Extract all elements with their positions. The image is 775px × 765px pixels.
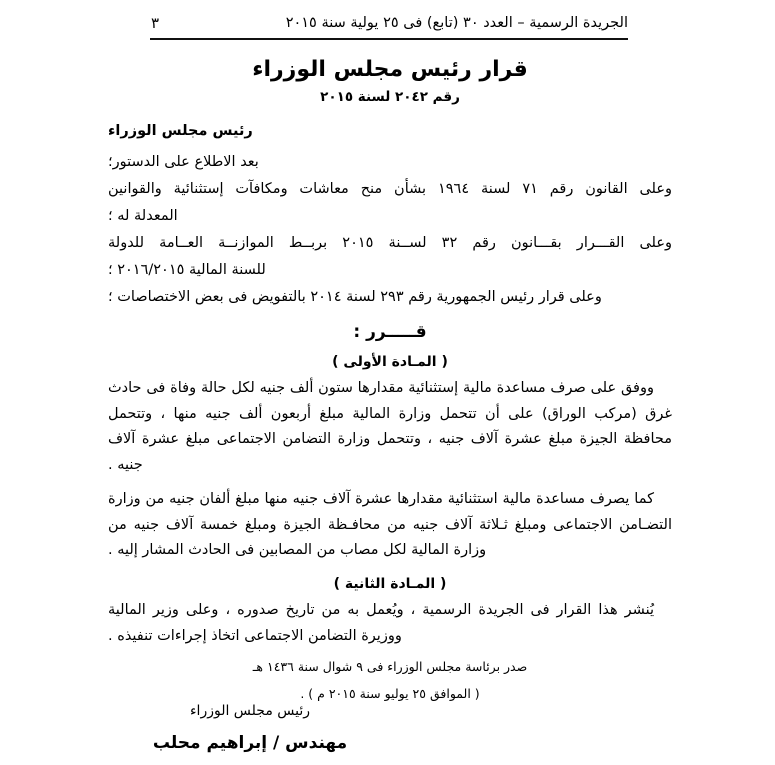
preamble-line: للسنة المالية ٢٠١٦/٢٠١٥ ؛	[108, 261, 266, 278]
decree-title: قرار رئيس مجلس الوزراء	[252, 57, 528, 82]
signatory-name: مهندس / إبراهيم محلب	[152, 732, 348, 753]
decides-label: قـــــرر :	[353, 321, 427, 342]
issue-date-hijri: صدر برئاسة مجلس الوزراء فى ٩ شوال سنة ١٤٣٦ هـ	[252, 658, 528, 674]
issue-date-block	[108, 658, 672, 704]
preamble-section	[108, 150, 672, 310]
preamble-line: وعلى قرار رئيس الجمهورية رقم ٢٩٣ لسنة ٢٠١٤ بالتفويض فى بعض الاختصاصات ؛	[108, 288, 602, 305]
article-two-paragraph: يُنشر هذا القرار فى الجريدة الرسمية ، ويُعمل به من تاريخ صدوره ، وعلى وزير المالية ووزيرة التضامن الاجتماعى اتخاذ إجراءات تنفيذه .	[108, 602, 654, 645]
header-divider-rule	[150, 38, 628, 40]
preamble-line: بعد الاطلاع على الدستور؛	[108, 154, 259, 171]
signature-block	[0, 702, 500, 755]
issuing-authority: رئيس مجلس الوزراء	[108, 122, 253, 139]
preamble-line: وعلى القانون رقم ٧١ لسنة ١٩٦٤ بشأن منح معاشات ومكافآت إستثنائية والقوانين	[108, 181, 672, 198]
signatory-role: رئيس مجلس الوزراء	[189, 703, 311, 719]
issue-date-gregorian: ( الموافق ٢٥ يوليو سنة ٢٠١٥ م ) .	[300, 685, 480, 701]
running-head	[147, 10, 628, 36]
article-one-paragraph: ووفق على صرف مساعدة مالية إستثنائية مقدارها ستون ألف جنيه لكل حالة وفاة فى حادث غرق (مركب الوراق) على أن تتحمل وزارة المالية مبلغ أربعون ألف جنيه منها ، وتتحمل محافظة الجيزة مبلغ عشرة آلاف جنيه ، وتتحمل وزارة التضامن الاجتماعى مبلغ عشرة آلاف جنيه .	[108, 379, 672, 474]
running-head-title: الجريدة الرسمية – العدد ٣٠ (تابع) فى ٢٥ يولية سنة ٢٠١٥	[285, 15, 628, 31]
article-heading-two: ( المـادة الثانية )	[333, 576, 447, 593]
article-one-paragraph: كما يصرف مساعدة مالية استثنائية مقدارها عشرة آلاف جنيه منها مبلغ ألفان جنيه من وزارة التضـامن الاجتماعى ومبلغ ثـلاثة آلاف جنيه من محافـظة الجيزة ومبلغ خمسة آلاف جنيه من وزارة المالية لكل مصاب من المصابين فى الحادث المشار إليه .	[108, 490, 672, 559]
document-body	[108, 56, 672, 711]
preamble-line: وعلى القـــرار بقـــانون رقم ٣٢ لســنة ٢٠١٥ بربــط الموازنــة العــامة للدولة	[108, 234, 673, 251]
decree-number: رقم ٢٠٤٢ لسنة ٢٠١٥	[320, 88, 460, 105]
preamble-line: المعدلة له ؛	[108, 207, 178, 224]
article-heading-one: ( المـادة الأولى )	[332, 353, 448, 370]
page-number: ٣	[151, 14, 160, 32]
